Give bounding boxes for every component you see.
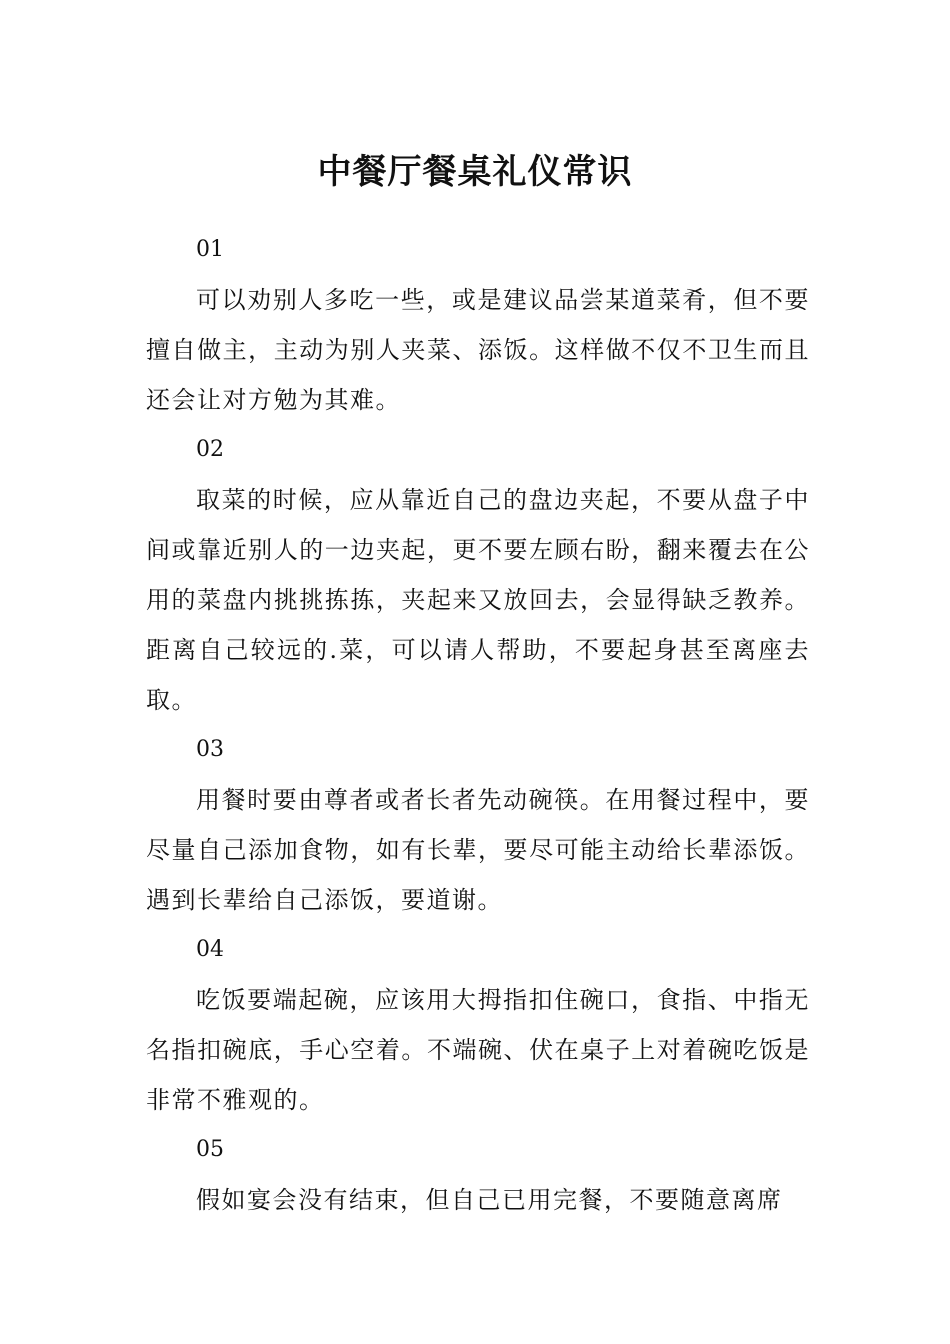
section-02	[146, 425, 810, 725]
section-paragraph: 取菜的时候，应从靠近自己的盘边夹起，不要从盘子中间或靠近别人的一边夹起，更不要左顾右盼，翻来覆去在公用的菜盘内挑挑拣拣，夹起来又放回去，会显得缺乏教养。距离自己较远的.菜，可以请人帮助，不要起身甚至离座去取。	[146, 486, 810, 714]
section-05	[146, 1125, 810, 1225]
section-number: 02	[196, 437, 224, 462]
section-04	[146, 925, 810, 1125]
page-title: 中餐厅餐桌礼仪常识	[317, 151, 633, 192]
section-number: 03	[196, 737, 224, 762]
section-03	[146, 725, 810, 925]
section-number: 04	[196, 937, 224, 962]
document-body	[146, 225, 810, 1225]
section-paragraph: 用餐时要由尊者或者长者先动碗筷。在用餐过程中，要尽量自己添加食物，如有长辈，要尽可能主动给长辈添饭。遇到长辈给自己添饭，要道谢。	[146, 786, 810, 914]
section-number: 05	[196, 1137, 224, 1162]
section-number: 01	[196, 237, 224, 262]
section-paragraph: 假如宴会没有结束，但自己已用完餐，不要随意离席	[196, 1186, 783, 1214]
section-paragraph: 可以劝别人多吃一些，或是建议品尝某道菜肴，但不要擅自做主，主动为别人夹菜、添饭。这样做不仅不卫生而且还会让对方勉为其难。	[146, 286, 810, 414]
section-01	[146, 225, 810, 425]
section-paragraph: 吃饭要端起碗，应该用大拇指扣住碗口，食指、中指无名指扣碗底，手心空着。不端碗、伏在桌子上对着碗吃饭是非常不雅观的。	[146, 986, 810, 1114]
